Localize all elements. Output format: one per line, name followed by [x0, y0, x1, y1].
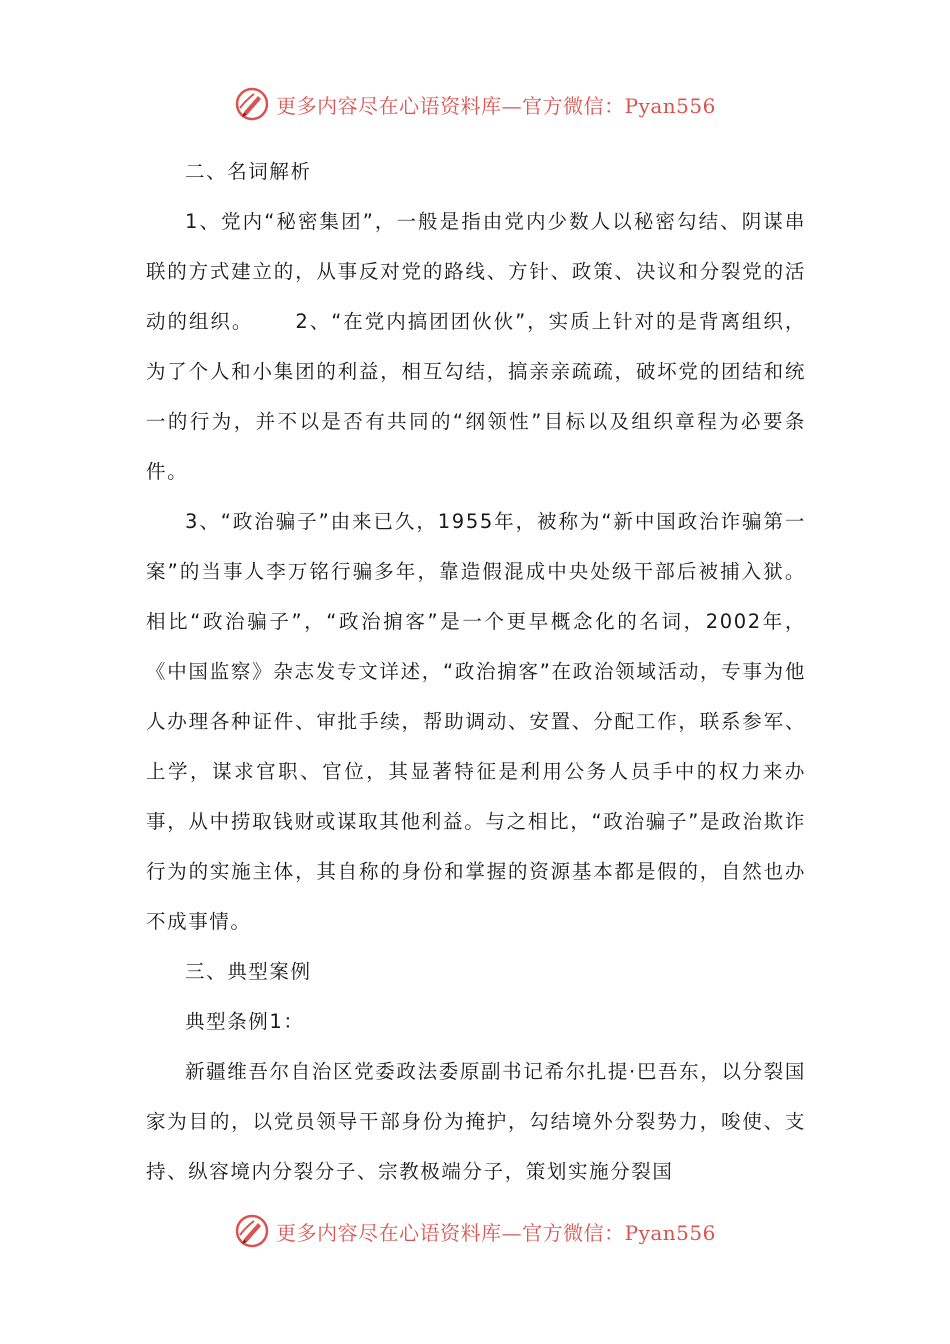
definition-2: 2、“在党内搞团团伙伙”，实质上针对的是背离组织，为了个人和小集团的利益，相互勾结，搞亲亲疏疏，破坏党的团结和统一的行为，并不以是否有共同的“纲领性”目标以及组织章程为必要条件。 [146, 310, 806, 483]
footer-watermark [0, 1211, 950, 1251]
case-label: 典型条例1： [185, 1010, 305, 1033]
paragraph-definitions-1-2 [146, 197, 806, 497]
section-heading-cases: 三、典型案例 [185, 960, 312, 983]
watermark-text: 更多内容尽在心语资料库—官方微信：Pyan556 [276, 1220, 716, 1245]
section-heading-terms: 二、名词解析 [185, 160, 312, 183]
pen-circle-logo-icon [234, 86, 270, 122]
document-body [146, 147, 806, 1197]
watermark-text: 更多内容尽在心语资料库—官方微信：Pyan556 [276, 93, 716, 118]
pen-circle-logo-icon [234, 1213, 270, 1249]
case-text: 新疆维吾尔自治区党委政法委原副书记希尔扎提·巴吾东，以分裂国家为目的，以党员领导干部身份为掩护，勾结境外分裂势力，唆使、支持、纵容境内分裂分子、宗教极端分子，策划实施分裂国 [146, 1060, 806, 1183]
header-watermark [0, 84, 950, 124]
paragraph-definition-3: 3、“政治骗子”由来已久，1955年，被称为“新中国政治诈骗第一案”的当事人李万铭行骗多年，靠造假混成中央处级干部后被捕入狱。相比“政治骗子”，“政治掮客”是一个更早概念化的名词，2002年，《中国监察》杂志发专文详述，“政治掮客”在政治领域活动，专事为他人办理各种证件、审批手续，帮助调动、安置、分配工作，联系参军、上学，谋求官职、官位，其显著特征是利用公务人员手中的权力来办事，从中捞取钱财或谋取其他利益。与之相比，“政治骗子”是政治欺诈行为的实施主体，其自称的身份和掌握的资源基本都是假的，自然也办不成事情。 [146, 510, 806, 933]
definition-1: 1、党内“秘密集团”，一般是指由党内少数人以秘密勾结、阴谋串联的方式建立的，从事反对党的路线、方针、政策、决议和分裂党的活动的组织。 [146, 210, 806, 333]
